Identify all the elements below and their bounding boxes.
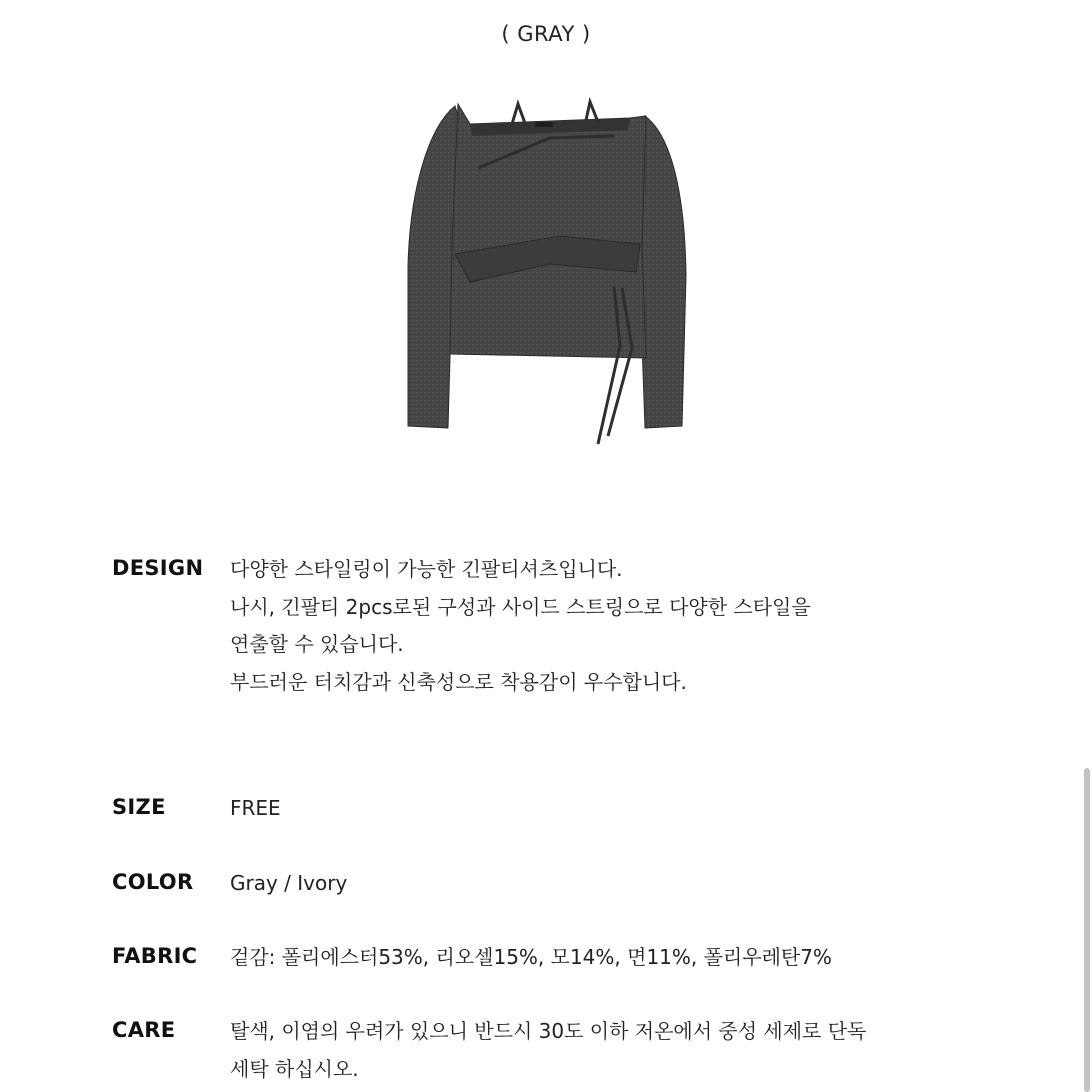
color-value: Gray / Ivory — [230, 871, 348, 895]
size-value: FREE — [230, 796, 281, 820]
design-line: 부드러운 터치감과 신축성으로 착용감이 우수합니다. — [230, 669, 687, 694]
scrollbar[interactable] — [1084, 768, 1090, 1092]
size-label: SIZE — [112, 795, 166, 819]
design-line: 연출할 수 있습니다. — [230, 632, 404, 656]
design-description — [230, 551, 811, 701]
fabric-value: 겉감: 폴리에스터53%, 리오셀15%, 모14%, 면11%, 폴리우레탄7% — [230, 945, 832, 969]
care-line: 세탁 하십시오. — [230, 1056, 359, 1081]
care-line: 탈색, 이염의 우려가 있으니 반드시 30도 이하 저온에서 중성 세제로 단독 — [230, 1019, 867, 1043]
care-label: CARE — [112, 1018, 176, 1042]
design-line: 나시, 긴팔티 2pcs로된 구성과 사이드 스트링으로 다양한 스타일을 — [230, 594, 811, 619]
product-image — [400, 96, 700, 458]
color-subtitle: ( GRAY ) — [501, 22, 591, 46]
care-instructions — [230, 1013, 866, 1088]
fabric-label: FABRIC — [112, 944, 198, 968]
design-line: 다양한 스타일링이 가능한 긴팔티셔츠입니다. — [230, 557, 623, 581]
design-label: DESIGN — [112, 556, 204, 580]
color-label: COLOR — [112, 870, 194, 894]
page-title-cropped — [0, 0, 1092, 8]
long-sleeve-top-illustration — [400, 96, 700, 458]
